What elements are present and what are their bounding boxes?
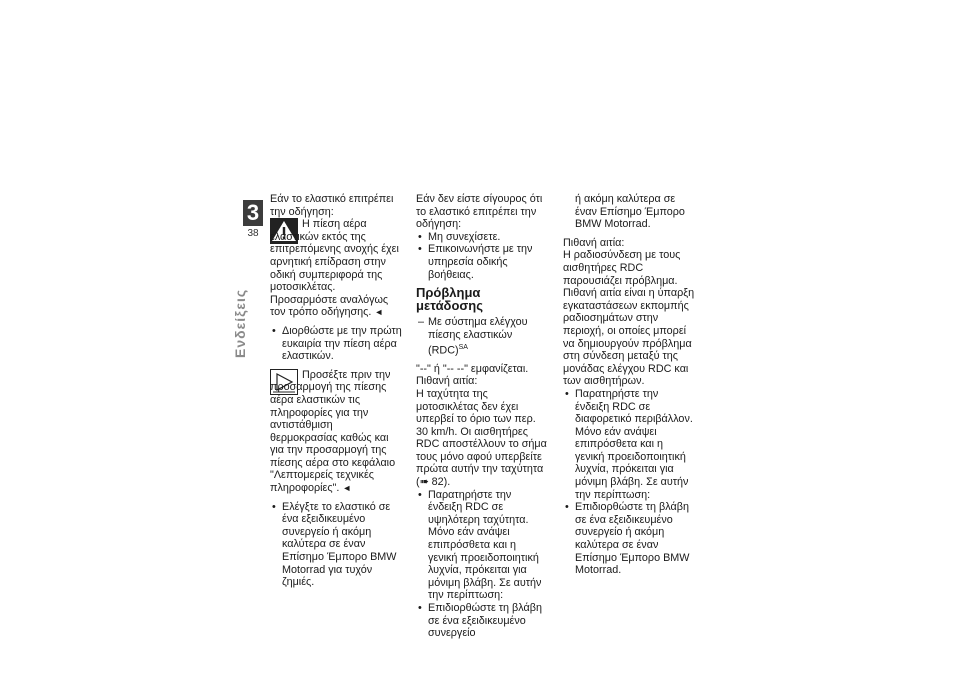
dash-text: Με σύστημα ελέγχου πίεσης ελαστικών (RDC) <box>428 316 528 357</box>
bullet-list <box>563 388 695 577</box>
adjust-text: Προσαρμόστε αναλόγως τον τρόπο οδήγησης. <box>270 293 389 319</box>
bullet-list <box>270 325 402 363</box>
chapter-number: 3 <box>243 200 263 226</box>
list-item: • Επικοινωνήστε με την υπηρεσία οδικής βοήθειας. <box>416 243 548 281</box>
sa-superscript: SA <box>458 343 468 351</box>
list-item: • Παρατηρήστε την ένδειξη RDC σε υψηλότερη ταχύτητα. Μόνο εάν ανάψει επιπρόσθετα και η γενική προειδοποιητική λυχνία, πρόκειται για μόνιμη βλάβη. Σε αυτήν την περίπτωση: <box>416 489 548 602</box>
speed-text: Η ταχύτητα της μοτοσικλέτας δεν έχει υπερβεί το όριο των περ. 30 km/h. Οι αισθητήρες RDC αποστέλλουν το σήμα τους μόνο αφού υπερβείτε πρώτα αυτήν την ταχύτητα <box>416 387 547 476</box>
bullet-list <box>416 231 548 281</box>
note-text <box>270 369 402 495</box>
warning-text: Η πίεση αέρα ελαστικών εκτός της επιτρεπόμενης ανοχής έχει αρνητική επίδραση στην οδική συμπεριφορά της μοτοσικλέτας. <box>270 218 399 294</box>
end-mark-icon: ◄ <box>374 307 384 318</box>
dash-list <box>416 316 548 356</box>
paragraph: Εάν δεν είστε σίγουρος ότι το ελαστικό επιτρέπει την οδήγηση: <box>416 193 543 231</box>
bullet-list <box>270 501 402 589</box>
paragraph: "--" ή "-- --" εμφανίζεται. <box>416 362 529 375</box>
column-3 <box>563 193 695 577</box>
list-item: • Μη συνεχίσετε. <box>416 231 548 244</box>
end-mark-icon: ◄ <box>342 483 352 494</box>
chapter-marker <box>243 200 263 239</box>
page-number: 38 <box>247 228 259 239</box>
list-item: • Παρατηρήστε την ένδειξη RDC σε διαφορετικό περιβάλλον. Μόνο εάν ανάψει επιπρόσθετα και η γενική προειδοποιητική λυχνία, πρόκειται για μόνιμη βλάβη. Σε αυτήν την περίπτωση: <box>563 388 695 501</box>
column-1 <box>270 193 402 589</box>
paragraph: Πιθανή αιτία: <box>416 375 478 388</box>
list-item: • Επιδιορθώστε τη βλάβη σε ένα εξειδικευμένο συνεργείο <box>416 602 548 640</box>
note-content: Προσέξτε πριν την προσαρμογή της πίεσης αέρα ελαστικών τις πληροφορίες για την αντιστάθμιση θερμοκρασίας καθώς και για την προσαρμογή της πίεσης αέρα στο κεφάλαιο "Λεπτομερείς τεχνικές πληροφορίες". <box>270 368 396 495</box>
paragraph <box>416 388 548 489</box>
column-2 <box>416 193 548 640</box>
paragraph: Πιθανή αιτία: <box>563 236 625 249</box>
paragraph: Η ραδιοσύνδεση με τους αισθητήρες RDC παρουσιάζει πρόβλημα. Πιθανή αιτία είναι η ύπαρξη εγκαταστάσεων εκπομπής ραδιοσημάτων στην περιοχή, οι οποίες μπορεί να δημιουργούν πρόβλημα στη σύνδεση μεταξύ της μονάδας ελέγχου RDC και των αισθητήρων. <box>563 249 695 388</box>
paragraph: Εάν το ελαστικό επιτρέπει την οδήγηση: <box>270 193 394 218</box>
bullet-list <box>416 489 548 640</box>
list-item: • Ελέγξτε το ελαστικό σε ένα εξειδικευμένο συνεργείο ή ακόμη καλύτερα σε έναν Επίσημο Έμπορο BMW Motorrad για τυχόν ζημιές. <box>270 501 402 589</box>
list-item: • Επιδιορθώστε τη βλάβη σε ένα εξειδικευμένο συνεργείο ή ακόμη καλύτερα σε έναν Επίσημο Έμπορο BMW Motorrad. <box>563 501 695 577</box>
list-item <box>416 316 548 356</box>
section-heading: Πρόβλημα μετάδοσης <box>416 285 483 313</box>
paragraph <box>270 294 402 319</box>
paragraph: ή ακόμη καλύτερα σε έναν Επίσημο Έμπορο BMW Motorrad. <box>575 193 685 231</box>
section-title: Ενδείξεις <box>232 288 248 358</box>
list-item: • Διορθώστε με την πρώτη ευκαιρία την πίεση αέρα ελαστικών. <box>270 325 402 363</box>
page-reference: (➠ 82). <box>416 476 451 489</box>
